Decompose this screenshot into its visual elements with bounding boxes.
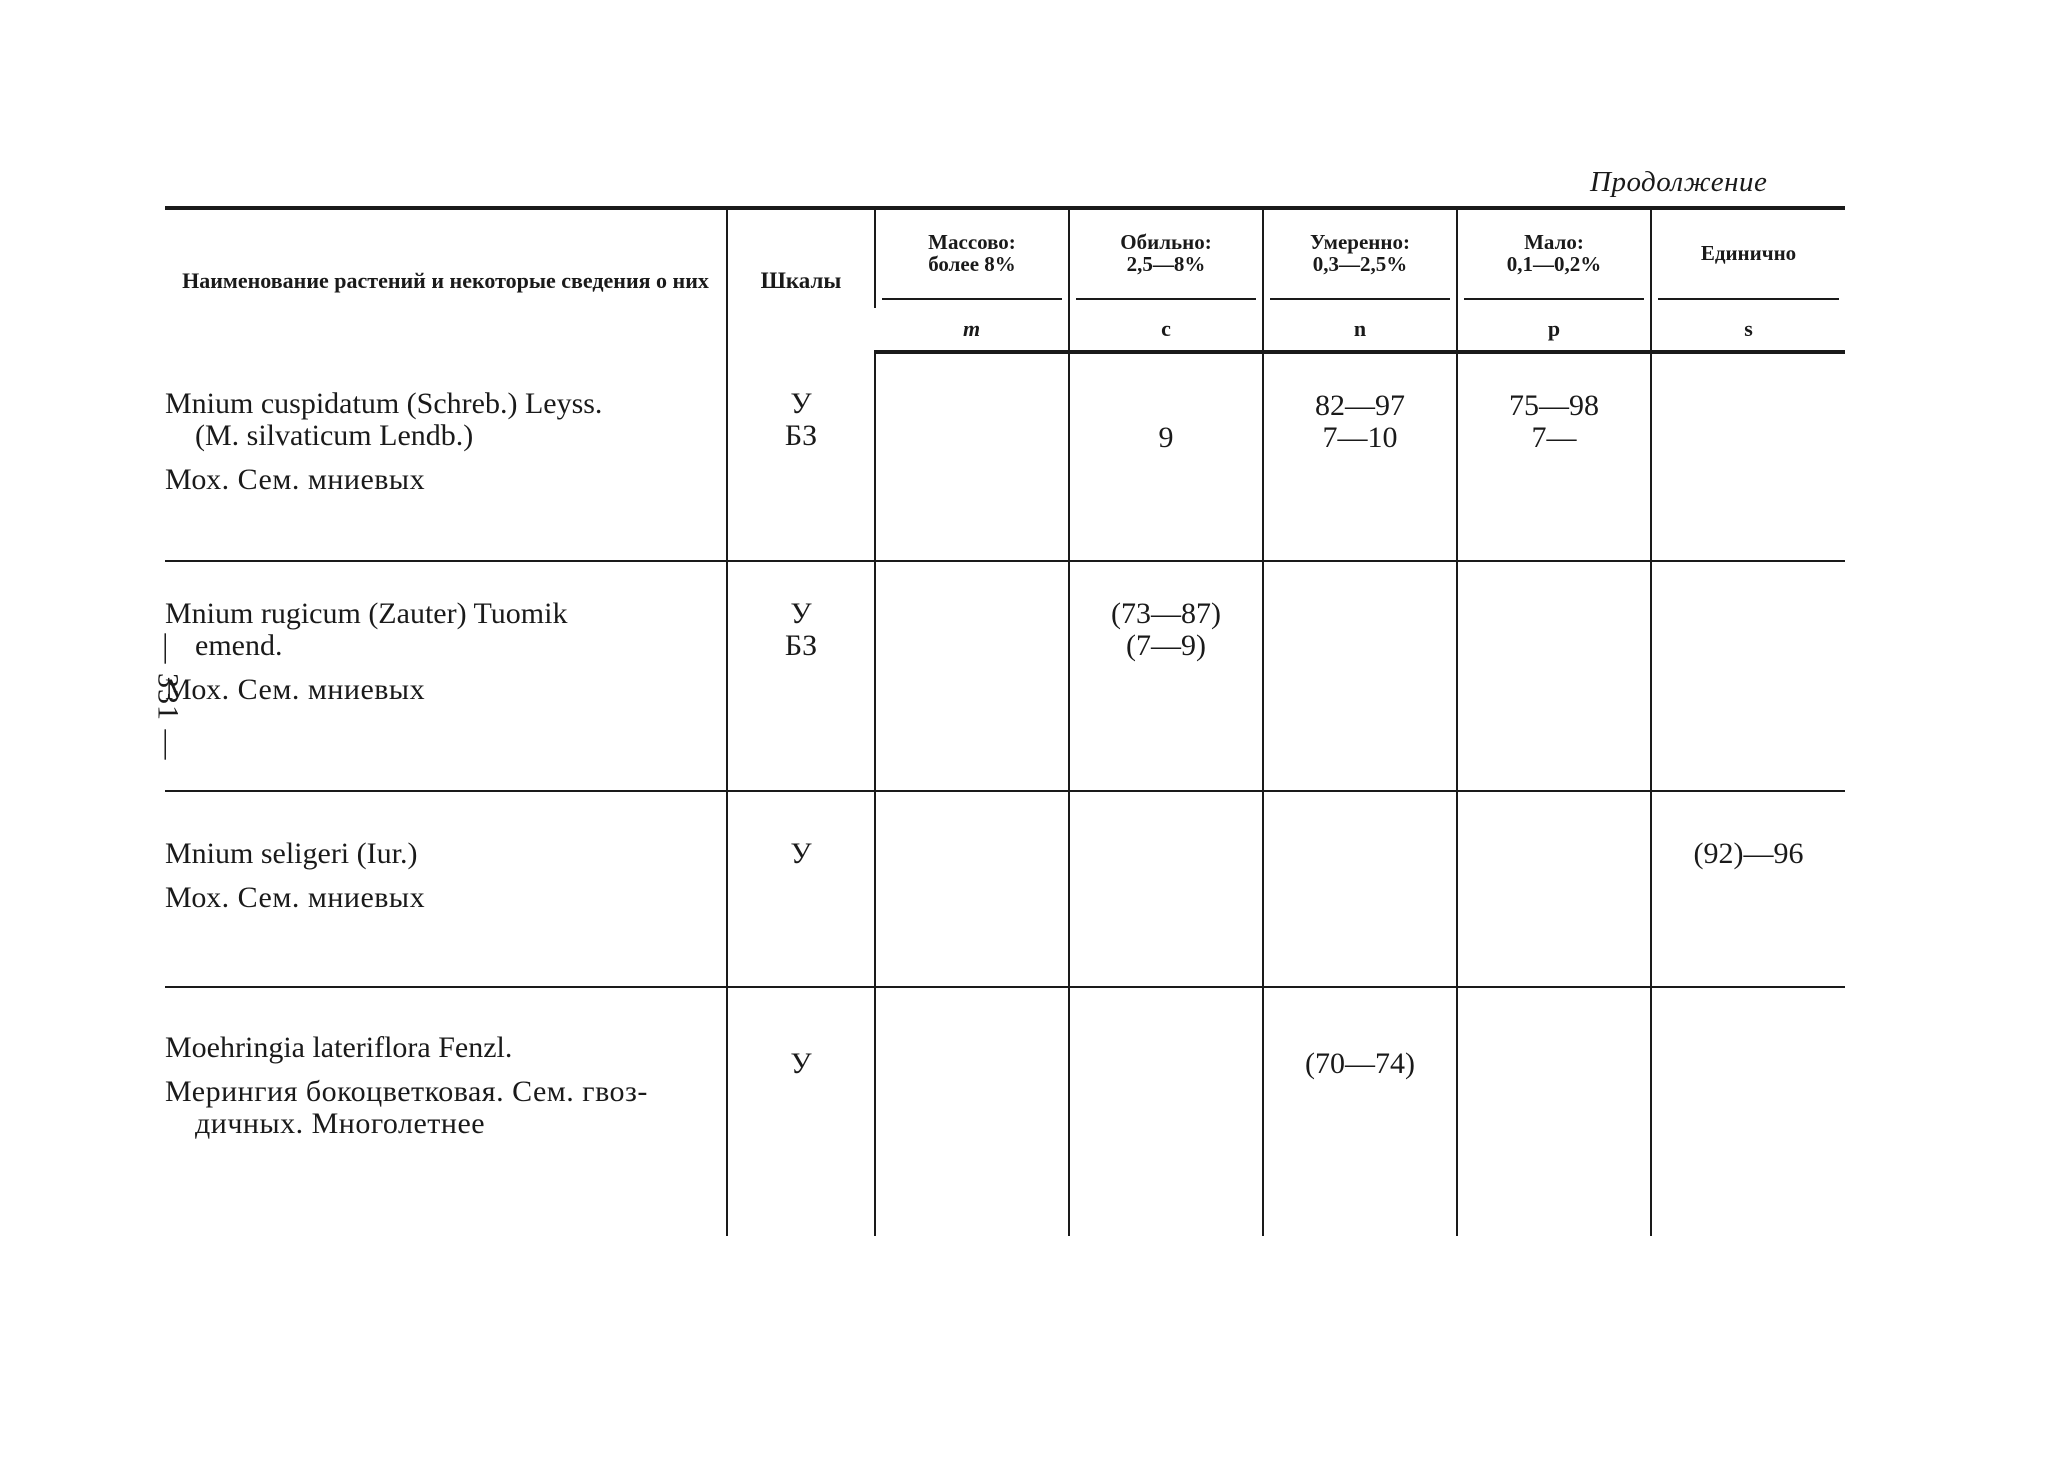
scale-cell: У: [727, 791, 875, 987]
header-letter-c: c: [1069, 308, 1263, 352]
value-m: [875, 987, 1069, 1236]
value-s: [1651, 987, 1845, 1236]
header-letter-p: p: [1457, 308, 1651, 352]
russian-name: Мох. Сем. мниевых: [165, 673, 426, 706]
value-p: [1457, 791, 1651, 987]
page-number: — 331 —: [151, 633, 185, 761]
table-row: [165, 561, 1845, 791]
header-moderate: Умеренно: 0,3—2,5%: [1263, 208, 1457, 308]
header-few: Мало: 0,1—0,2%: [1457, 208, 1651, 308]
species-table-container: [165, 206, 1845, 1236]
table-row: [165, 352, 1845, 561]
value-p: [1457, 561, 1651, 791]
table-row: [165, 987, 1845, 1236]
value-c: 9: [1069, 352, 1263, 561]
table-row: [165, 791, 1845, 987]
species-table: [165, 206, 1845, 1236]
value-n: [1263, 561, 1457, 791]
plant-info: [165, 791, 727, 987]
value-s: [1651, 561, 1845, 791]
value-m: [875, 791, 1069, 987]
value-n: 82—97 7—10: [1263, 352, 1457, 561]
value-m: [875, 352, 1069, 561]
plant-info: [165, 987, 727, 1236]
header-single: Единично: [1651, 208, 1845, 308]
value-s: [1651, 352, 1845, 561]
value-s: (92)—96: [1651, 791, 1845, 987]
plant-info: [165, 561, 727, 791]
russian-name: Мох. Сем. мниевых: [165, 881, 426, 914]
latin-name: Moehringia lateriflora Fenzl.: [165, 1031, 513, 1064]
synonym: (M. silvaticum Lendb.): [195, 419, 474, 452]
header-abundant: Обильно: 2,5—8%: [1069, 208, 1263, 308]
latin-name: Mnium cuspidatum (Schreb.) Leyss.: [165, 387, 603, 420]
scale-cell: У БЗ: [727, 561, 875, 791]
value-c: [1069, 791, 1263, 987]
latin-name: Mnium rugicum (Zauter) Tuomik: [165, 597, 568, 630]
value-n: (70—74): [1263, 987, 1457, 1236]
russian-name: Мерингия бокоцветковая. Сем. гвоз- дичных. Многолетнее: [165, 1075, 648, 1140]
continued-label: Продолжение: [1590, 166, 1768, 198]
header-scales: Шкалы: [727, 208, 875, 352]
header-letter-s: s: [1651, 308, 1845, 352]
scale-cell: У: [727, 987, 875, 1236]
header-letter-n: n: [1263, 308, 1457, 352]
header-letter-m: m: [875, 308, 1069, 352]
value-n: [1263, 791, 1457, 987]
value-c: (73—87) (7—9): [1069, 561, 1263, 791]
latin-name: Mnium seligeri (Iur.): [165, 837, 418, 870]
value-p: 75—98 7—: [1457, 352, 1651, 561]
russian-name: Мох. Сем. мниевых: [165, 463, 426, 496]
header-massive: Массово: более 8%: [875, 208, 1069, 308]
value-p: [1457, 987, 1651, 1236]
scale-cell: У БЗ: [727, 352, 875, 561]
value-c: [1069, 987, 1263, 1236]
header-name: Наименование растений и некоторые сведения о них: [165, 208, 727, 352]
synonym: emend.: [195, 629, 283, 662]
value-m: [875, 561, 1069, 791]
plant-info: [165, 352, 727, 561]
